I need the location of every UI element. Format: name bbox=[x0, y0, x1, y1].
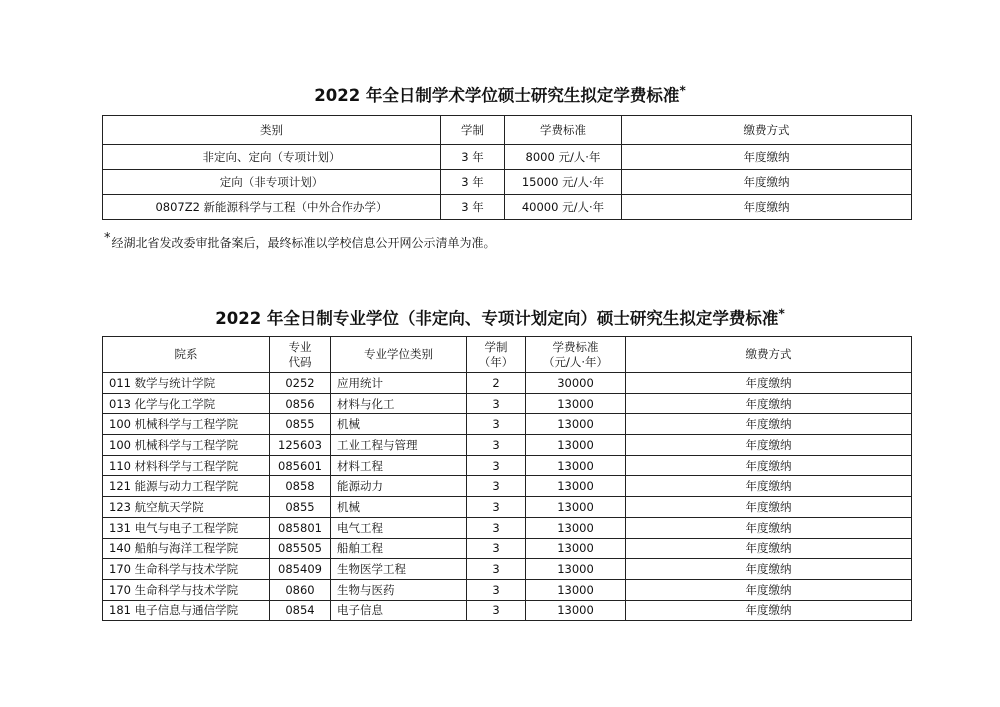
table-cell: 3 年 bbox=[441, 170, 505, 195]
footnote-asterisk: * bbox=[104, 231, 111, 246]
academic-degree-fee-title bbox=[0, 83, 1000, 106]
footnote bbox=[104, 231, 496, 251]
table-cell: 材料工程 bbox=[331, 455, 467, 476]
table-cell: 13000 bbox=[526, 559, 626, 580]
professional-degree-fee-table bbox=[102, 336, 912, 621]
table-cell: 3 bbox=[467, 579, 526, 600]
table-row bbox=[103, 170, 912, 195]
table-cell: 材料与化工 bbox=[331, 393, 467, 414]
table-cell: 3 bbox=[467, 414, 526, 435]
table-row bbox=[103, 517, 912, 538]
header-payment: 缴费方式 bbox=[626, 337, 912, 373]
table-cell: 非定向、定向（专项计划） bbox=[103, 145, 441, 170]
table-cell: 13000 bbox=[526, 600, 626, 621]
table-cell: 船舶工程 bbox=[331, 538, 467, 559]
table-cell: 13000 bbox=[526, 435, 626, 456]
table-row bbox=[103, 497, 912, 518]
header-duration: 学制 （年） bbox=[467, 337, 526, 373]
table-cell: 生物医学工程 bbox=[331, 559, 467, 580]
academic-degree-fee-table bbox=[102, 115, 912, 220]
table-cell: 年度缴纳 bbox=[622, 195, 912, 220]
table-cell: 应用统计 bbox=[331, 373, 467, 394]
table-row bbox=[103, 559, 912, 580]
title-asterisk: * bbox=[679, 83, 686, 98]
table-cell: 3 bbox=[467, 455, 526, 476]
table-cell: 年度缴纳 bbox=[626, 373, 912, 394]
table-cell: 电子信息 bbox=[331, 600, 467, 621]
header-category: 类别 bbox=[103, 116, 441, 145]
table-cell: 0856 bbox=[270, 393, 331, 414]
table-row bbox=[103, 393, 912, 414]
table-cell: 电气工程 bbox=[331, 517, 467, 538]
header-tuition: 学费标准 （元/人·年） bbox=[526, 337, 626, 373]
table-cell: 181 电子信息与通信学院 bbox=[103, 600, 270, 621]
table-cell: 年度缴纳 bbox=[622, 145, 912, 170]
academic-degree-fee-table-body bbox=[103, 116, 912, 220]
table-cell: 年度缴纳 bbox=[626, 559, 912, 580]
table-cell: 能源动力 bbox=[331, 476, 467, 497]
table-cell: 15000 元/人·年 bbox=[505, 170, 622, 195]
header-payment: 缴费方式 bbox=[622, 116, 912, 145]
table-row bbox=[103, 600, 912, 621]
table-cell: 170 生命科学与技术学院 bbox=[103, 579, 270, 600]
table-cell: 100 机械科学与工程学院 bbox=[103, 435, 270, 456]
table-header-row bbox=[103, 116, 912, 145]
table-cell: 0860 bbox=[270, 579, 331, 600]
table-cell: 121 能源与动力工程学院 bbox=[103, 476, 270, 497]
header-tuition: 学费标准 bbox=[505, 116, 622, 145]
table-cell: 年度缴纳 bbox=[626, 600, 912, 621]
table-cell: 3 年 bbox=[441, 195, 505, 220]
table-cell: 0854 bbox=[270, 600, 331, 621]
table-row bbox=[103, 538, 912, 559]
table-cell: 年度缴纳 bbox=[622, 170, 912, 195]
table-cell: 年度缴纳 bbox=[626, 497, 912, 518]
header-department: 院系 bbox=[103, 337, 270, 373]
professional-degree-fee-table-body bbox=[103, 337, 912, 621]
title-asterisk: * bbox=[778, 306, 785, 321]
table-cell: 年度缴纳 bbox=[626, 455, 912, 476]
table-cell: 8000 元/人·年 bbox=[505, 145, 622, 170]
table-cell: 年度缴纳 bbox=[626, 414, 912, 435]
table-cell: 140 船舶与海洋工程学院 bbox=[103, 538, 270, 559]
table-cell: 123 航空航天学院 bbox=[103, 497, 270, 518]
table-row bbox=[103, 145, 912, 170]
professional-degree-fee-title-text: 2022 年全日制专业学位（非定向、专项计划定向）硕士研究生拟定学费标准 bbox=[215, 309, 779, 328]
table-cell: 110 材料科学与工程学院 bbox=[103, 455, 270, 476]
table-cell: 13000 bbox=[526, 455, 626, 476]
header-major-code: 专业 代码 bbox=[270, 337, 331, 373]
table-cell: 0807Z2 新能源科学与工程（中外合作办学） bbox=[103, 195, 441, 220]
table-cell: 013 化学与化工学院 bbox=[103, 393, 270, 414]
table-cell: 125603 bbox=[270, 435, 331, 456]
footnote-text: 经湖北省发改委审批备案后，最终标准以学校信息公开网公示清单为准。 bbox=[111, 236, 496, 250]
table-header-row bbox=[103, 337, 912, 373]
table-cell: 085505 bbox=[270, 538, 331, 559]
table-cell: 2 bbox=[467, 373, 526, 394]
table-cell: 13000 bbox=[526, 393, 626, 414]
table-cell: 170 生命科学与技术学院 bbox=[103, 559, 270, 580]
table-cell: 3 bbox=[467, 435, 526, 456]
table-cell: 3 bbox=[467, 393, 526, 414]
table-row bbox=[103, 455, 912, 476]
table-cell: 年度缴纳 bbox=[626, 517, 912, 538]
table-cell: 3 bbox=[467, 559, 526, 580]
table-cell: 年度缴纳 bbox=[626, 579, 912, 600]
table-cell: 生物与医药 bbox=[331, 579, 467, 600]
table-cell: 3 bbox=[467, 497, 526, 518]
table-cell: 100 机械科学与工程学院 bbox=[103, 414, 270, 435]
table-cell: 011 数学与统计学院 bbox=[103, 373, 270, 394]
table-cell: 13000 bbox=[526, 414, 626, 435]
table-row bbox=[103, 373, 912, 394]
table-cell: 3 bbox=[467, 600, 526, 621]
header-degree-category: 专业学位类别 bbox=[331, 337, 467, 373]
header-duration: 学制 bbox=[441, 116, 505, 145]
table-row bbox=[103, 195, 912, 220]
professional-degree-fee-title bbox=[0, 306, 1000, 329]
table-cell: 3 年 bbox=[441, 145, 505, 170]
table-cell: 40000 元/人·年 bbox=[505, 195, 622, 220]
table-cell: 机械 bbox=[331, 414, 467, 435]
table-cell: 085409 bbox=[270, 559, 331, 580]
table-cell: 年度缴纳 bbox=[626, 435, 912, 456]
table-cell: 机械 bbox=[331, 497, 467, 518]
table-cell: 工业工程与管理 bbox=[331, 435, 467, 456]
table-cell: 13000 bbox=[526, 476, 626, 497]
table-cell: 0855 bbox=[270, 414, 331, 435]
table-cell: 085801 bbox=[270, 517, 331, 538]
table-cell: 13000 bbox=[526, 579, 626, 600]
table-cell: 年度缴纳 bbox=[626, 476, 912, 497]
table-cell: 3 bbox=[467, 476, 526, 497]
table-row bbox=[103, 435, 912, 456]
table-cell: 定向（非专项计划） bbox=[103, 170, 441, 195]
table-cell: 30000 bbox=[526, 373, 626, 394]
table-row bbox=[103, 414, 912, 435]
table-cell: 3 bbox=[467, 517, 526, 538]
table-cell: 0252 bbox=[270, 373, 331, 394]
table-cell: 0858 bbox=[270, 476, 331, 497]
table-cell: 3 bbox=[467, 538, 526, 559]
table-cell: 085601 bbox=[270, 455, 331, 476]
table-cell: 13000 bbox=[526, 538, 626, 559]
table-cell: 年度缴纳 bbox=[626, 538, 912, 559]
table-cell: 131 电气与电子工程学院 bbox=[103, 517, 270, 538]
table-cell: 13000 bbox=[526, 497, 626, 518]
table-cell: 0855 bbox=[270, 497, 331, 518]
table-row bbox=[103, 476, 912, 497]
academic-degree-fee-title-text: 2022 年全日制学术学位硕士研究生拟定学费标准 bbox=[314, 86, 680, 105]
table-cell: 13000 bbox=[526, 517, 626, 538]
table-cell: 年度缴纳 bbox=[626, 393, 912, 414]
table-row bbox=[103, 579, 912, 600]
